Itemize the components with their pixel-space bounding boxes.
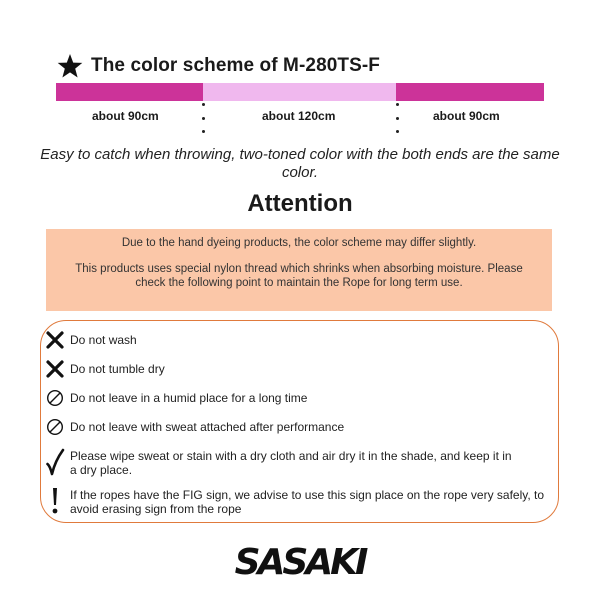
logo-text: SASAKI <box>234 542 366 583</box>
length-label-right: about 90cm <box>433 109 500 123</box>
care-item-no-tumble-dry <box>46 360 165 378</box>
attention-notice-box <box>46 229 552 311</box>
color-scheme-heading <box>57 52 380 80</box>
cross-icon <box>46 360 64 378</box>
rope-middle-segment <box>203 83 396 101</box>
care-item-text: Do not leave with sweat attached after performance <box>70 420 345 434</box>
color-scheme-note: Easy to catch when throwing, two-toned color with the both ends are the same color. <box>40 146 560 181</box>
cross-icon <box>46 331 64 349</box>
checkmark-icon <box>46 447 64 477</box>
prohibited-icon <box>46 418 64 436</box>
rope-end-segment-left <box>56 83 203 101</box>
prohibited-icon <box>46 389 64 407</box>
dyeing-notice: Due to the hand dyeing products, the color scheme may differ slightly. <box>121 237 477 249</box>
care-item-text: Please wipe sweat or stain with a dry cloth and air dry it in the shade, and keep it in a dry place. <box>70 449 512 477</box>
exclamation-icon <box>46 486 64 516</box>
care-item-no-wash <box>46 331 137 349</box>
segment-divider-right <box>395 103 399 133</box>
sasaki-logo <box>234 540 366 583</box>
length-label-left: about 90cm <box>92 109 159 123</box>
segment-divider-left <box>201 103 205 133</box>
rope-end-segment-right <box>396 83 544 101</box>
length-label-middle: about 120cm <box>262 109 336 123</box>
care-item-no-sweat <box>46 418 344 436</box>
care-item-wipe-dry <box>46 447 520 477</box>
attention-heading: Attention <box>247 190 353 217</box>
care-item-text: Do not wash <box>70 333 137 347</box>
color-scheme-title: The color scheme of M-280TS-F <box>91 55 381 76</box>
star-icon <box>57 53 83 79</box>
care-item-fig-sign <box>46 486 550 516</box>
care-item-text: Do not tumble dry <box>70 362 165 376</box>
care-item-text: If the ropes have the FIG sign, we advise to use this sign place on the rope very safely, to avoid erasing sign from the rope <box>70 488 545 516</box>
care-item-no-humid <box>46 389 307 407</box>
rope-color-bar <box>56 83 544 101</box>
care-item-text: Do not leave in a humid place for a long time <box>70 391 308 405</box>
shrink-notice: This products uses special nylon thread which shrinks when absorbing moisture. Please check the following point to maintain the Rope for long term use. <box>75 263 523 289</box>
